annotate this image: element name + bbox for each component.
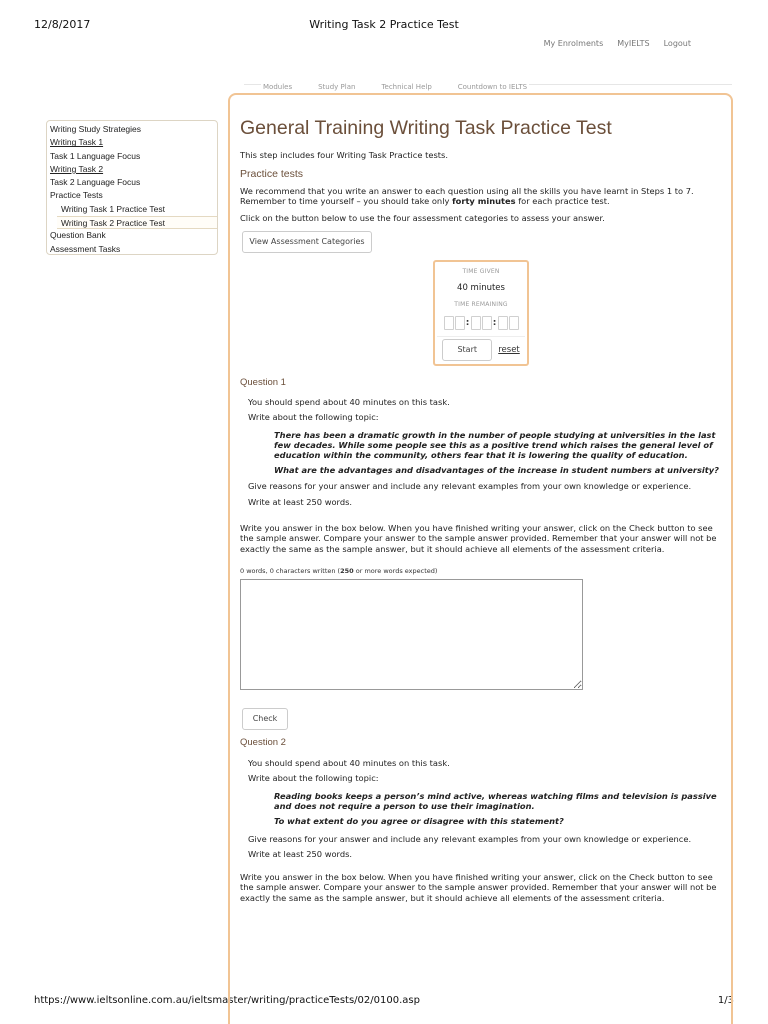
time-given-label: TIME GIVEN [462,268,500,276]
sidebar-item-assessment-tasks[interactable]: Assessment Tasks [50,243,121,254]
nav-countdown[interactable]: Countdown to IELTS [457,83,528,91]
page-title: General Training Writing Task Practice Test [240,117,612,139]
check-button[interactable]: Check [242,708,288,730]
view-assessment-categories-button[interactable]: View Assessment Categories [242,231,372,253]
reset-link[interactable]: reset [498,345,520,356]
q2-write-about: Write about the following topic: [248,772,379,783]
timer-divider [437,336,525,337]
link-myielts[interactable]: MyIELTS [617,39,650,48]
main-nav [261,83,529,91]
nav-modules[interactable]: Modules [263,83,293,91]
timer-digit [455,316,465,330]
click-instruction: Click on the button below to use the four assessment categories to assess your answer. [240,212,605,223]
sidebar [46,120,218,255]
question-2-heading: Question 2 [240,736,286,748]
link-logout[interactable]: Logout [663,39,691,48]
q2-instructions: Write you answer in the box below. When you have finished writing your answer, click on the Check button to see the sample answer. Compare your answer to the sample answer provided. Remember that your answer will not be exactly the same as the sample answer, but it should achieve all elements of the assessment criteria. [240,871,717,903]
q1-word-count-end: or more words expected) [353,567,438,576]
print-title: Writing Task 2 Practice Test [309,18,459,31]
recommend-text-bold: forty minutes [452,196,516,207]
sidebar-item-task-2-language-focus[interactable]: Task 2 Language Focus [50,177,141,188]
nav-technical-help[interactable]: Technical Help [381,83,432,91]
q1-topic-statement: There has been a dramatic growth in the number of people studying at universities in the last few decades. While some people see this as a positive trend which raises the general level of education within the community, others fear that it is lowering the quality of education. [274,430,716,461]
sidebar-item-writing-task-2-practice-test[interactable]: Writing Task 2 Practice Test [57,216,217,229]
q1-word-count [240,566,720,576]
sidebar-item-practice-tests[interactable]: Practice Tests [50,190,103,201]
q1-word-count-target: 250 [340,567,354,576]
q1-topic-question: What are the advantages and disadvantages of the increase in student numbers at university? [274,465,719,476]
recommend-text-start: We recommend that you write an answer to each question using all the skills you have learnt in Steps 1 to 7. Remember to time yourself – you should take only [240,185,694,207]
intro-text: This step includes four Writing Task Practice tests. [240,150,448,160]
print-page-number: 1/3 [717,995,734,1006]
q2-topic [248,791,720,826]
timer-colon: : [492,318,497,329]
recommend-text [240,186,720,207]
q1-instructions: Write you answer in the box below. When you have finished writing your answer, click on the Check button to see the sample answer. Compare your answer to the sample answer provided. Remember that your answer will not be exactly the same as the sample answer, but it should achieve all elements of the assessment criteria. [240,523,717,554]
q1-min-words: Write at least 250 words. [248,496,353,507]
time-remaining-display [435,316,527,330]
sidebar-item-question-bank[interactable]: Question Bank [50,230,106,241]
nav-study-plan[interactable]: Study Plan [318,83,356,91]
recommend-text-end: for each practice test. [515,196,610,207]
sidebar-item-writing-task-1[interactable]: Writing Task 1 [50,137,104,148]
practice-tests-heading: Practice tests [240,168,304,181]
q2-topic-statement: Reading books keeps a person’s mind active, whereas watching films and television is passive and does not require a person to use their imagination. [274,790,717,811]
q1-answer-textarea[interactable] [240,579,583,690]
sidebar-item-writing-task-2[interactable]: Writing Task 2 [50,163,104,174]
timer-colon: : [465,318,470,329]
q1-spend-text: You should spend about 40 minutes on this task. [248,397,450,408]
main-content [240,112,720,903]
q2-reasons-text: Give reasons for your answer and include any relevant examples from your own knowledge or experience. [248,833,692,844]
top-links [544,39,691,48]
timer-panel [433,260,529,366]
q2-spend-text: You should spend about 40 minutes on this task. [248,758,450,769]
q1-reasons-text: Give reasons for your answer and include any relevant examples from your own knowledge or experience. [248,481,692,492]
start-button[interactable]: Start [442,339,492,361]
sidebar-item-writing-study-strategies[interactable]: Writing Study Strategies [50,124,142,134]
timer-digit [444,316,454,330]
q2-min-words: Write at least 250 words. [248,849,353,860]
print-url: https://www.ieltsonline.com.au/ieltsmaster/writing/practiceTests/02/0100.asp [34,995,420,1006]
time-remaining-label: TIME REMAINING [454,300,508,308]
q1-write-about: Write about the following topic: [248,411,379,422]
timer-digit [498,316,508,330]
question-1-body [240,397,720,507]
timer-digit [471,316,481,330]
timer-digit [509,316,519,330]
q1-topic [248,430,720,475]
timer-digit [482,316,492,330]
sidebar-item-writing-task-1-practice-test[interactable]: Writing Task 1 Practice Test [61,203,165,214]
q1-word-count-start: 0 words, 0 characters written ( [240,567,341,576]
question-2-body [240,758,720,860]
timer-controls [435,339,527,361]
sidebar-item-task-1-language-focus[interactable]: Task 1 Language Focus [50,150,141,161]
q2-topic-question: To what extent do you agree or disagree with this statement? [274,815,564,826]
question-1-heading: Question 1 [240,377,286,389]
print-date: 12/8/2017 [34,18,91,31]
link-my-enrolments[interactable]: My Enrolments [543,39,604,48]
time-given-value: 40 minutes [457,283,505,294]
